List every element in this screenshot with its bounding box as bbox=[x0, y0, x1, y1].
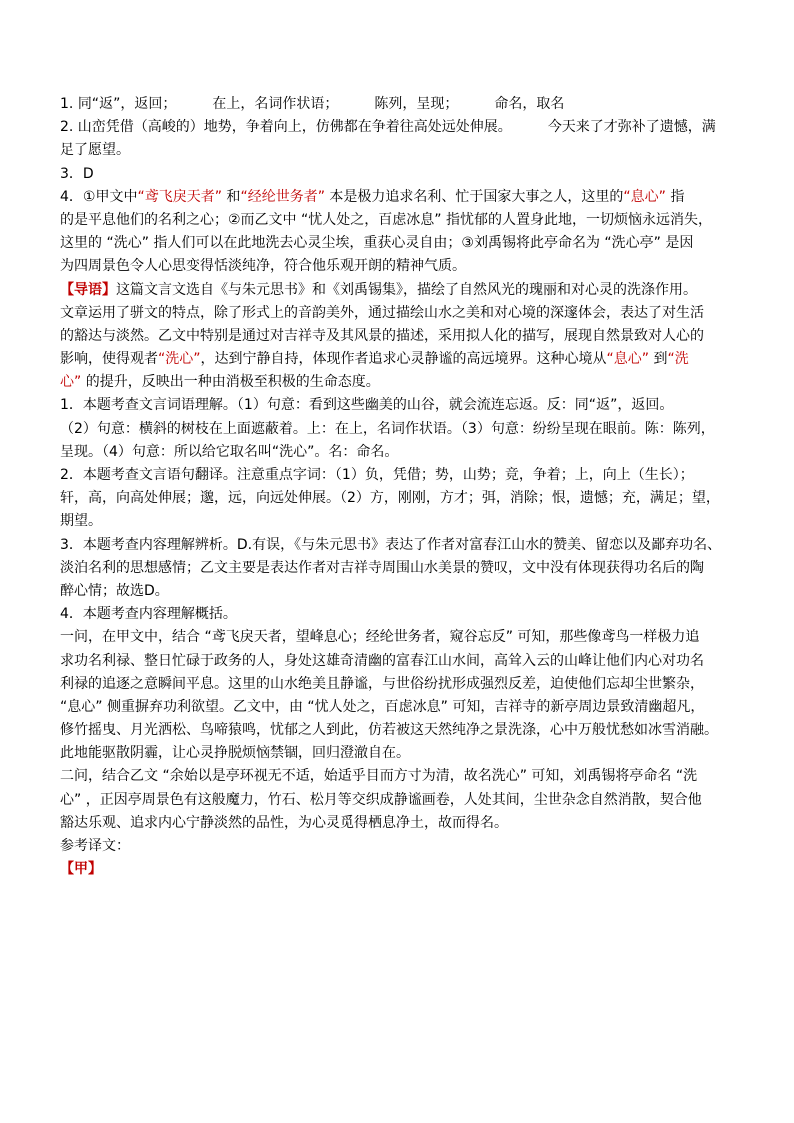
analysis-1-line-1: 1．本题考查文言词语理解。（1）句意：看到这些幽美的山谷，就会流连忘返。反：同“返”，返回。 bbox=[60, 397, 674, 414]
answer-2-line-2: 足了愿望。 bbox=[60, 142, 130, 159]
answer-4-line-4: 为四周景色令人心思变得恬淡纯净，符合他乐观开朗的精神气质。 bbox=[60, 258, 466, 275]
analysis-4-line-8: 二问，结合乙文 “余始以是亭环视无不适，始适乎目而方寸为清，故名洗心” 可知，刘禹锡将亭命名 “洗 bbox=[60, 768, 698, 785]
answer-4-line-2: 的是平息他们的名利之心；②而乙文中 “忧人处之，百虑冰息” 指忧郁的人置身此地，一切烦恼永远消失， bbox=[60, 211, 712, 228]
analysis-3-line-2: 淡泊名利的思想感情；乙文主要是表达作者对吉祥寺周围山水美景的赞叹，文中没有体现获得功名后的陶 bbox=[60, 559, 704, 576]
document-page bbox=[60, 93, 736, 881]
analysis-4-line-3: 求功名利禄、整日忙碌于政务的人，身处这雄奇清幽的富春江山水间，高耸入云的山峰让他们内心对功名 bbox=[60, 652, 704, 669]
analysis-4-line-9: 心” ，正因亭周景色有这般魔力，竹石、松月等交织成静谧画卷，人处其间，尘世杂念自然消散，契合他 bbox=[60, 791, 702, 808]
answer-4-line-1: 4．①甲文中“鸢飞戾天者” 和“经纶世务者” 本是极力追求名利、忙于国家大事之人，这里的“息心” 指 bbox=[60, 188, 685, 205]
guide-line-3: 的豁达与淡然。乙文中特别是通过对吉祥寺及其风景的描述，采用拟人化的描写，展现自然景致对人心的 bbox=[60, 327, 704, 344]
analysis-4-line-10: 豁达乐观、追求内心宁静淡然的品性，为心灵觅得栖息净土，故而得名。 bbox=[60, 814, 508, 831]
quote-highlight: “洗 bbox=[667, 351, 689, 368]
analysis-1-line-3: 呈现。（4）句意：所以给它取名叫“洗心”。名：命名。 bbox=[60, 443, 399, 460]
analysis-2-line-3: 期望。 bbox=[60, 513, 102, 530]
quote-highlight: “洗心” bbox=[158, 351, 201, 368]
guide-line-5: 心” 的提升，反映出一种由消极至积极的生命态度。 bbox=[60, 374, 380, 391]
quote-highlight: “鸢飞戾天者” bbox=[137, 188, 222, 205]
analysis-3-line-1: 3．本题考查内容理解辨析。D.有误，《与朱元思书》表达了作者对富春江山水的赞美、留恋以及鄙弃功名、 bbox=[60, 536, 722, 553]
answer-1 bbox=[60, 93, 736, 116]
guide-line-2: 文章运用了骈文的特点，除了形式上的音韵美外，通过描绘山水之美和对心境的深邃体会，表达了对生活 bbox=[60, 304, 704, 321]
answer-3: 3．D bbox=[60, 165, 94, 182]
guide-label: 【导语】 bbox=[60, 281, 116, 298]
quote-highlight: 心” bbox=[60, 374, 82, 391]
analysis-3-line-3: 醉心情；故选D。 bbox=[60, 582, 169, 599]
analysis-4-line-7: 此地能驱散阴霾，让心灵挣脱烦恼禁锢，回归澄澈自在。 bbox=[60, 745, 410, 762]
answer-1-item-1: 同“返”，返回； bbox=[77, 96, 177, 112]
answer-1-item-2: 在上，名词作状语； bbox=[212, 96, 339, 112]
answer-1-item-3: 陈列，呈现； bbox=[374, 96, 459, 112]
analysis-1-line-2: （2）句意：横斜的树枝在上面遮蔽着。上：在上，名词作状语。（3）句意：纷纷呈现在眼前。陈：陈列， bbox=[60, 420, 715, 437]
answer-4-line-3: 这里的 “洗心” 指人们可以在此地洗去心灵尘埃，重获心灵自由；③刘禹锡将此亭命名为 “洗心亭” 是因 bbox=[60, 235, 694, 252]
answer-1-number: 1. bbox=[60, 96, 78, 112]
answer-2-line-1: 2. 山峦凭借（高峻的）地势，争着向上，仿佛都在争着往高处远处伸展。 今天来了才弥补了遗憾，满 bbox=[60, 119, 716, 136]
analysis-2-line-2: 轩，高，向高处伸展；邈，远，向远处伸展。（2）方，刚刚，方才；弭，消除；恨，遗憾；充，满足；望， bbox=[60, 490, 720, 507]
analysis-2-line-1: 2．本题考查文言语句翻译。注意重点字词：（1）负，凭借；势，山势；竞，争着；上，向上（生长）； bbox=[60, 467, 694, 483]
reference-section-jia: 【甲】 bbox=[60, 861, 102, 878]
guide-line-4: 影响，使得观者“洗心”，达到宁静自持，体现作者追求心灵静谧的高远境界。这种心境从“息心” 到“洗 bbox=[60, 351, 689, 368]
quote-highlight: “经纶世务者” bbox=[240, 188, 325, 205]
analysis-4-line-4: 利禄的追逐之意瞬间平息。这里的山水绝美且静谧，与世俗纷扰形成强烈反差，迫使他们忘却尘世繁杂， bbox=[60, 675, 704, 692]
quote-highlight: “息心” bbox=[623, 188, 666, 205]
answer-1-item-4: 命名，取名 bbox=[494, 96, 565, 112]
analysis-4-line-2: 一问，在甲文中，结合 “鸢飞戾天者，望峰息心；经纶世务者，窥谷忘反” 可知，那些像鸢鸟一样极力追 bbox=[60, 629, 700, 646]
analysis-4-line-5: “息心” 侧重摒弃功利欲望。乙文中，由 “忧人处之，百虑冰息” 可知，吉祥寺的新亭周边景致清幽超凡， bbox=[60, 698, 705, 715]
analysis-4-line-1: 4．本题考查内容理解概括。 bbox=[60, 606, 237, 623]
guide-line-1: 【导语】这篇文言文选自《与朱元思书》和《刘禹锡集》，描绘了自然风光的瑰丽和对心灵的洗涤作用。 bbox=[60, 281, 697, 298]
quote-highlight: “息心” bbox=[606, 351, 650, 368]
analysis-4-line-6: 修竹摇曳、月光洒松、鸟啼猿鸣，忧郁之人到此，仿若被这天然纯净之景洗涤，心中万般忧愁如冰雪消融。 bbox=[60, 722, 718, 739]
reference-label: 参考译文： bbox=[60, 838, 130, 854]
